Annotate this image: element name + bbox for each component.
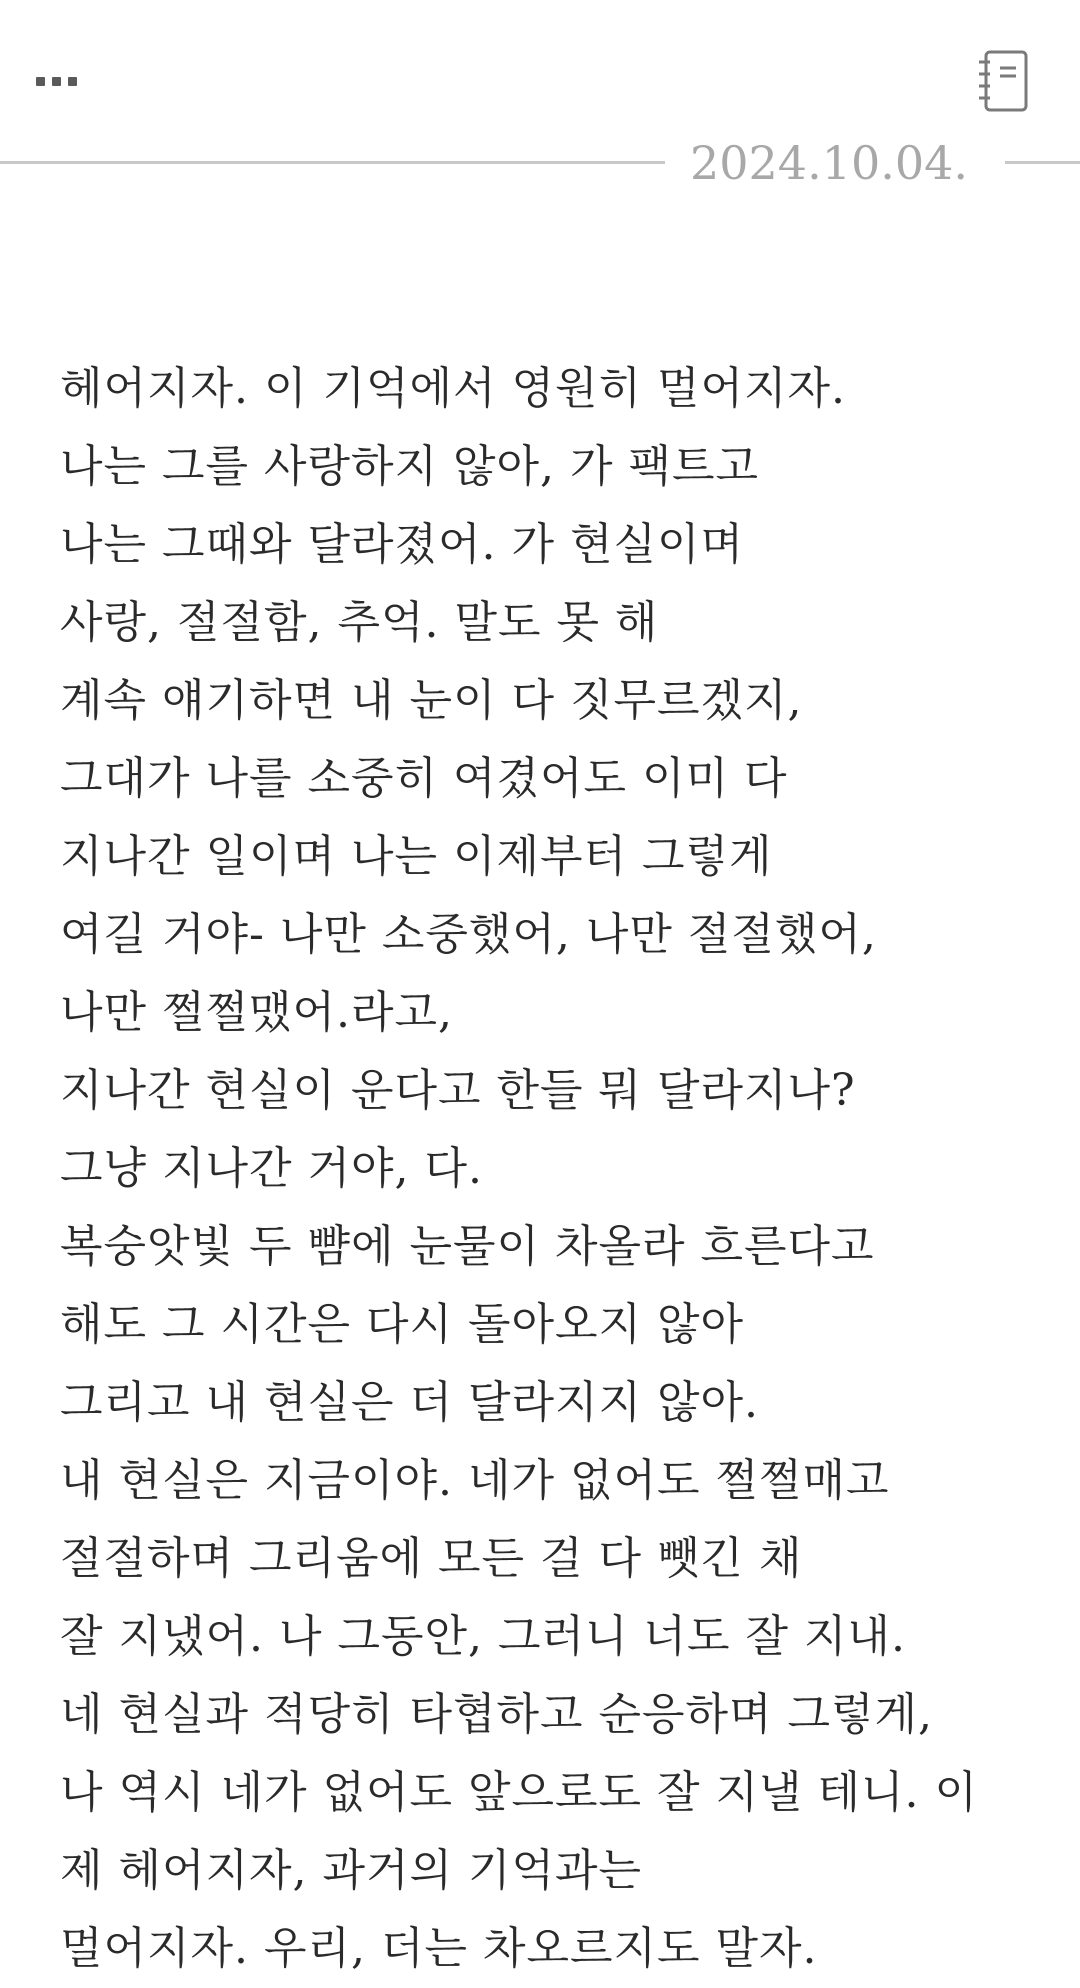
more-dot — [52, 77, 61, 86]
date-header — [0, 130, 1080, 190]
entry-line: 그리고 내 현실은 더 달라지지 않아. — [60, 1377, 759, 1428]
diary-entry-text[interactable] — [60, 350, 1020, 1988]
entry-line: 내 현실은 지금이야. 네가 없어도 쩔쩔매고 — [60, 1455, 890, 1506]
entry-line: 멀어지자. 우리, 더는 차오르지도 말자. — [60, 1923, 818, 1974]
more-dot — [68, 77, 77, 86]
more-options-button[interactable] — [36, 62, 106, 102]
notebook-button[interactable] — [976, 48, 1032, 116]
entry-line: 나만 쩔쩔맸어.라고, — [60, 987, 453, 1038]
entry-line: 복숭앗빛 두 뺨에 눈물이 차올라 흐른다고 — [60, 1221, 875, 1272]
entry-date: 2024.10.04. — [690, 136, 968, 190]
notebook-icon — [976, 48, 1032, 116]
entry-line: 나 역시 네가 없어도 앞으로도 잘 지낼 테니. 이 — [60, 1767, 978, 1818]
entry-line: 나는 그를 사랑하지 않아, 가 팩트고 — [60, 441, 759, 492]
top-bar — [0, 0, 1080, 150]
entry-line: 헤어지자. 이 기억에서 영원히 멀어지자. — [60, 363, 846, 414]
entry-line: 절절하며 그리움에 모든 걸 다 뺏긴 채 — [60, 1533, 803, 1584]
entry-line: 사랑, 절절함, 추억. 말도 못 해 — [60, 597, 659, 648]
entry-line: 나는 그때와 달라졌어. 가 현실이며 — [60, 519, 744, 570]
entry-line: 여길 거야- 나만 소중했어, 나만 절절했어, — [60, 909, 877, 960]
divider-left — [0, 161, 665, 164]
divider-right — [1005, 161, 1080, 164]
entry-line: 해도 그 시간은 다시 돌아오지 않아 — [60, 1299, 744, 1350]
entry-line: 그대가 나를 소중히 여겼어도 이미 다 — [60, 753, 788, 804]
entry-line: 잘 지냈어. 나 그동안, 그러니 너도 잘 지내. — [60, 1611, 906, 1662]
entry-line: 계속 얘기하면 내 눈이 다 짓무르겠지, — [60, 675, 803, 726]
more-horizontal-icon — [36, 77, 45, 86]
entry-line: 지나간 일이며 나는 이제부터 그렇게 — [60, 831, 773, 882]
entry-line: 제 헤어지자, 과거의 기억과는 — [60, 1845, 642, 1896]
entry-line: 그냥 지나간 거야, 다. — [60, 1143, 483, 1194]
entry-line: 네 현실과 적당히 타협하고 순응하며 그렇게, — [60, 1689, 933, 1740]
entry-line: 지나간 현실이 운다고 한들 뭐 달라지나? — [60, 1065, 856, 1116]
